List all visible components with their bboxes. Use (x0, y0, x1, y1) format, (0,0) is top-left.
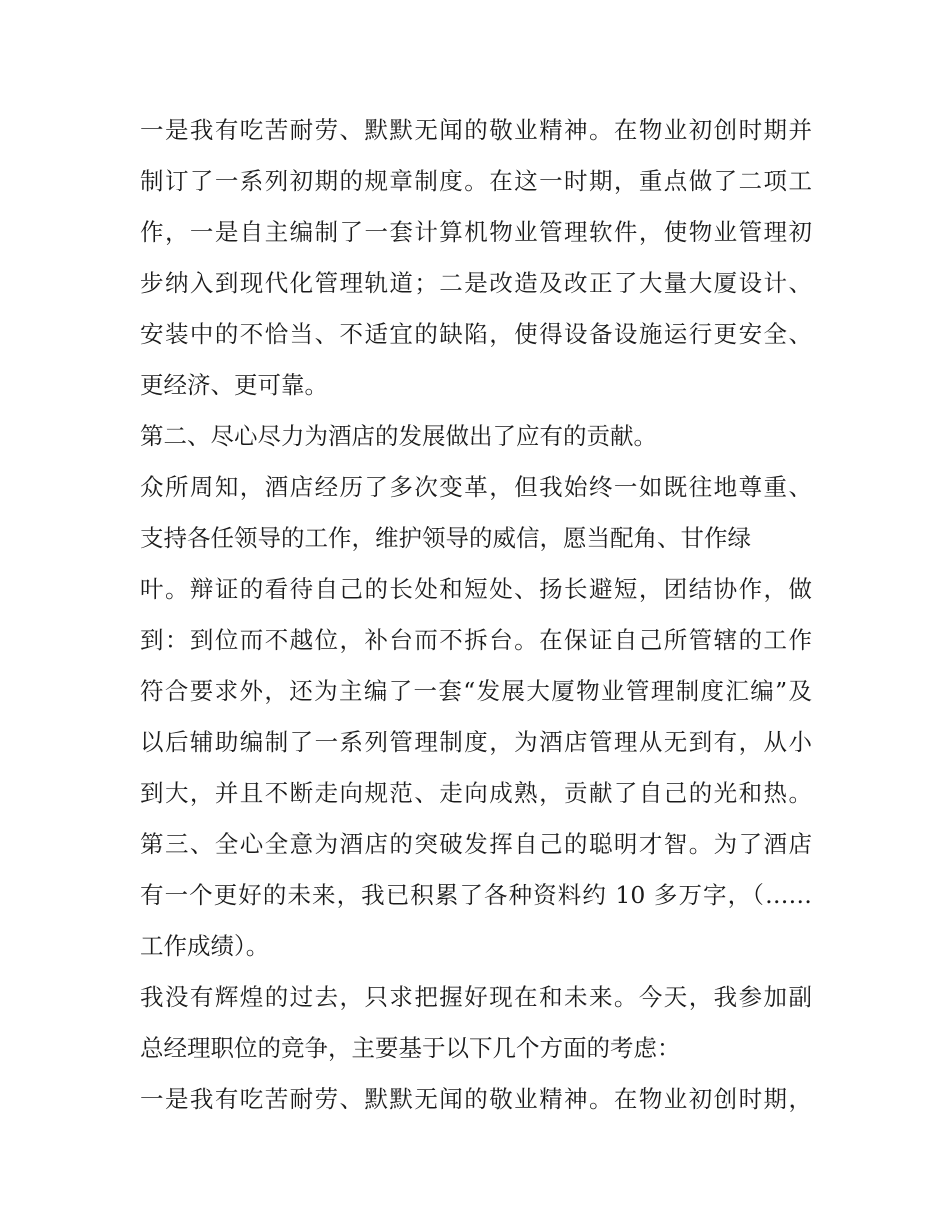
section-heading: 第三、全心全意为酒店的突破发挥自己的聪明才智。为了酒店 (140, 830, 812, 858)
text-line: 叶。辩证的看待自己的长处和短处、扬长避短，团结协作，做 (140, 575, 812, 603)
text-line: 安装中的不恰当、不适宜的缺陷，使得设备设施运行更安全、 (140, 320, 812, 348)
text-line: 以后辅助编制了一系列管理制度，为酒店管理从无到有，从小 (140, 728, 812, 756)
text-line: 众所周知，酒店经历了多次变革，但我始终一如既往地尊重、 (140, 473, 812, 501)
text-line: 到大，并且不断走向规范、走向成熟，贡献了自己的光和热。 (140, 779, 812, 807)
text-line: 工作成绩）。 (140, 932, 270, 960)
text-line: 一是我有吃苦耐劳、默默无闻的敬业精神。在物业初创时期并 (140, 116, 812, 144)
section-heading: 第二、尽心尽力为酒店的发展做出了应有的贡献。 (140, 422, 657, 450)
document-body (140, 105, 812, 1125)
text-line: 一是我有吃苦耐劳、默默无闻的敬业精神。在物业初创时期， (140, 1085, 812, 1113)
text-line: 我没有辉煌的过去，只求把握好现在和未来。今天，我参加副 (140, 983, 812, 1011)
text-line: 符合要求外，还为主编了一套“发展大厦物业管理制度汇编”及 (140, 677, 812, 705)
text-line: 有一个更好的未来，我已积累了各种资料约 10 多万字，（…… (140, 881, 812, 909)
text-line: 更经济、更可靠。 (140, 371, 328, 399)
text-line: 作，一是自主编制了一套计算机物业管理软件，使物业管理初 (140, 218, 812, 246)
text-line: 制订了一系列初期的规章制度。在这一时期，重点做了二项工 (140, 167, 812, 195)
text-line: 到：到位而不越位，补台而不拆台。在保证自己所管辖的工作 (140, 626, 812, 654)
text-line: 总经理职位的竞争，主要基于以下几个方面的考虑： (140, 1034, 681, 1062)
text-line: 支持各任领导的工作，维护领导的威信，愿当配角、甘作绿 (140, 524, 751, 552)
text-line: 步纳入到现代化管理轨道；二是改造及改正了大量大厦设计、 (140, 269, 812, 297)
